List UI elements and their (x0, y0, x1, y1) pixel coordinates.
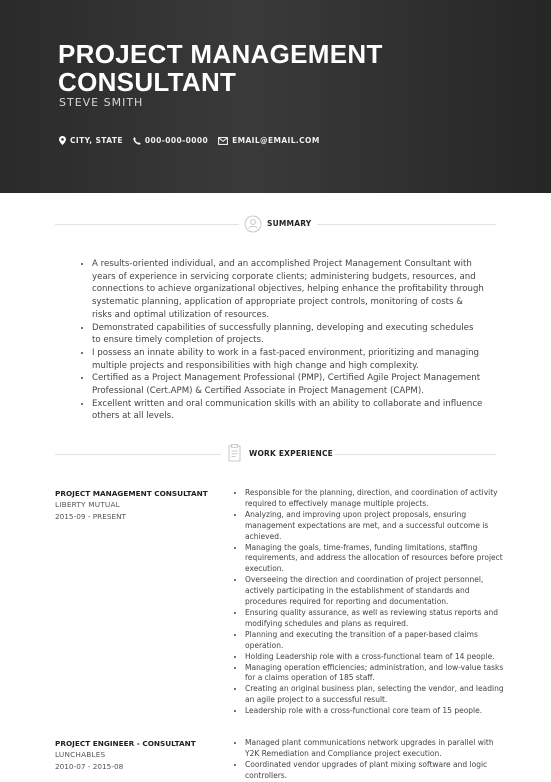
job-responsibilities (236, 488, 507, 717)
job-item: • Ensuring quality assurance, as well as reviewing status reports and modifying schedules and plans as required. (245, 608, 507, 630)
work-heading: WORK EXPERIENCE (249, 449, 333, 458)
job-item: • Coordinated vendor upgrades of plant mixing software and logic controllers. (245, 760, 507, 782)
contact-email[interactable] (218, 136, 320, 145)
phone-icon (133, 137, 141, 145)
job-item: • Managing operation efficiencies; administration, and low-value tasks for a claims operation of 185 staff. (245, 663, 507, 685)
summary-item: • Excellent written and oral communication skills with an ability to collaborate and influence others at all levels. (92, 398, 484, 423)
job-entry-meta (55, 738, 225, 772)
summary-item: • I possess an innate ability to work in a fast-paced environment, prioritizing and managing multiple projects and responsibilities with high change and high complexity. (92, 347, 484, 372)
contact-location (59, 136, 123, 145)
job-item: • Planning and executing the transition of a paper-based claims operation. (245, 630, 507, 652)
map-pin-icon (59, 136, 66, 145)
job-dates: 2010-07 - 2015-08 (55, 762, 124, 771)
work-section-header (55, 444, 496, 464)
job-item: • Managed plant communications network upgrades in parallel with Y2K Remediation and Compliance project execution. (245, 738, 507, 760)
divider-line (335, 454, 496, 455)
phone-text: 000-000-0000 (144, 136, 209, 145)
summary-section-header (55, 214, 496, 234)
resume-header (0, 0, 551, 193)
job-dates: 2015-09 - PRESENT (55, 512, 126, 521)
job-item: • Holding Leadership role with a cross-functional team of 14 people. (245, 652, 507, 663)
job-item: • Responsible for the planning, direction, and coordination of activity required to effectively manage multiple projects. (245, 488, 507, 510)
job-item: • Analyzing, and improving upon project proposals, ensuring management expectations are met, and a successful outcome is achieved. (245, 510, 507, 543)
divider-line (317, 224, 496, 225)
job-item: • Creating an original business plan, selecting the vendor, and leading an agile project to a successful result. (245, 684, 507, 706)
summary-person-icon (244, 215, 262, 233)
candidate-name: STEVE SMITH (59, 96, 144, 109)
contact-phone (133, 136, 208, 145)
location-text: CITY, STATE (70, 136, 123, 145)
divider-line (55, 224, 239, 225)
job-position: PROJECT MANAGEMENT CONSULTANT (55, 489, 208, 498)
job-company: LUNCHABLES (55, 750, 106, 759)
job-title-heading (58, 40, 383, 96)
job-company: LIBERTY MUTUAL (55, 500, 120, 509)
job-entry-meta (55, 488, 225, 522)
summary-item: • Demonstrated capabilities of successfully planning, developing and executing schedules to ensure timely completion of projects. (92, 322, 484, 347)
job-position: PROJECT ENGINEER - CONSULTANT (55, 739, 196, 748)
summary-item: • A results-oriented individual, and an accomplished Project Management Consultant with years of experience in servicing corporate clients; administering budgets, resources, and connections to achieve organizational objectives, helping enhance the profitability through systematic planning, application of appropriate project controls, monitoring of costs & risks and optimal utilization of resources. (92, 258, 484, 322)
summary-item: • Certified as a Project Management Professional (PMP), Certified Agile Project Management Professional (Cert.APM) & Certified Associate in Project Management (CAPM). (92, 372, 484, 397)
envelope-icon (218, 137, 228, 145)
job-item: • Managing the goals, time-frames, funding limitations, staffing requirements, and address the allocation of resources before project execution. (245, 543, 507, 576)
job-item: • Overseeing the direction and coordination of project personnel, actively participating in the establishment of standards and procedures required for reporting and documentation. (245, 575, 507, 608)
summary-heading: SUMMARY (267, 219, 312, 228)
job-responsibilities (236, 738, 507, 782)
summary-list (80, 258, 484, 423)
title-line-2: CONSULTANT (58, 67, 237, 97)
title-line-1: PROJECT MANAGEMENT (58, 39, 383, 69)
email-link[interactable]: EMAIL@EMAIL.COM (232, 136, 320, 145)
job-item: • Leadership role with a cross-functional core team of 15 people. (245, 706, 507, 717)
divider-line (55, 454, 221, 455)
contact-bar (59, 136, 330, 145)
clipboard-document-icon (226, 444, 244, 464)
